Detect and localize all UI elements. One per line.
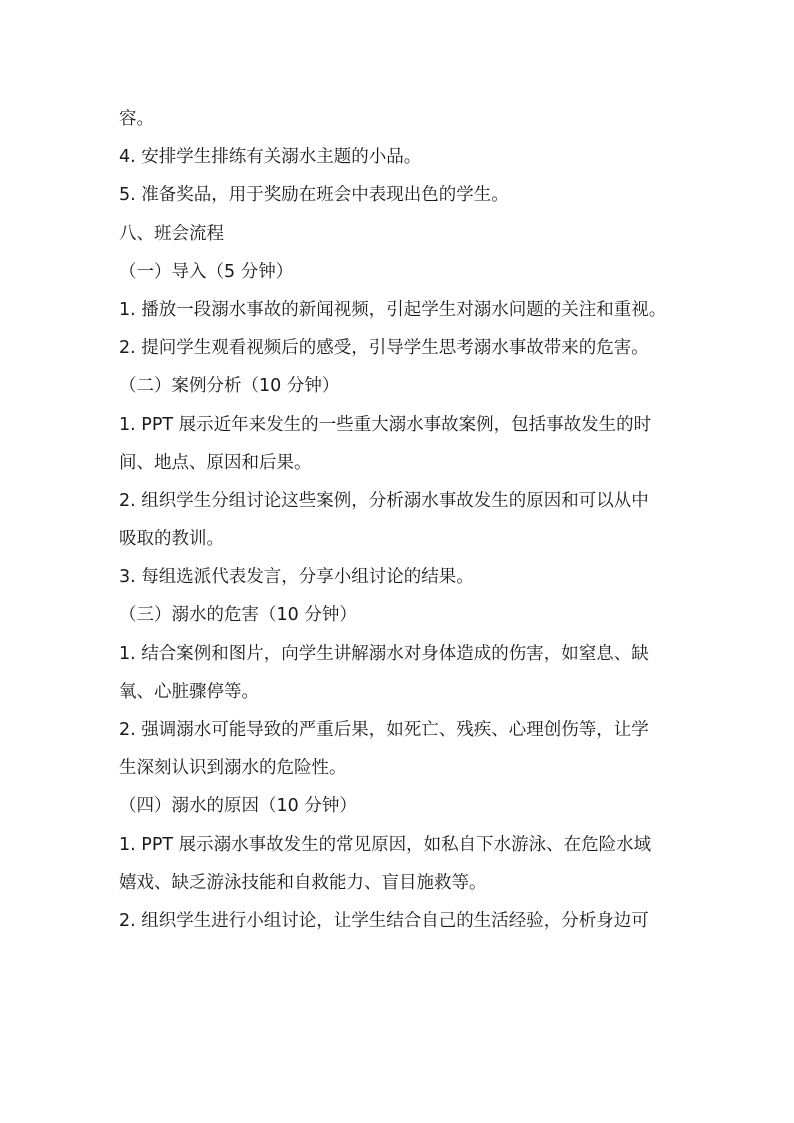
list-item: 2. 组织学生进行小组讨论，让学生结合自己的生活经验，分析身边可 (119, 910, 649, 931)
list-item: 3. 每组选派代表发言，分享小组讨论的结果。 (119, 567, 474, 588)
subsection-heading: （四）溺水的原因（10 分钟） (119, 796, 357, 817)
text-line: 嬉戏、缺乏游泳技能和自救能力、盲目施救等。 (119, 872, 487, 893)
text-line: 容。 (119, 109, 154, 129)
list-item: 1. 结合案例和图片，向学生讲解溺水对身体造成的伤害，如窒息、缺 (119, 643, 649, 664)
list-item: 5. 准备奖品，用于奖励在班会中表现出色的学生。 (119, 185, 509, 206)
subsection-heading: （一）导入（5 分钟） (119, 261, 294, 282)
list-item: 1. 播放一段溺水事故的新闻视频，引起学生对溺水问题的关注和重视。 (119, 299, 667, 320)
list-item: 1. PPT 展示溺水事故发生的常见原因，如私自下水游泳、在危险水域 (119, 834, 652, 855)
text-line: 生深刻认识到溺水的危险性。 (119, 758, 347, 779)
list-item: 4. 安排学生排练有关溺水主题的小品。 (119, 147, 422, 168)
text-line: 氧、心脏骤停等。 (119, 681, 259, 702)
list-item: 2. 组织学生分组讨论这些案例，分析溺水事故发生的原因和可以从中 (119, 490, 649, 511)
list-item: 1. PPT 展示近年来发生的一些重大溺水事故案例，包括事故发生的时 (119, 414, 652, 435)
subsection-heading: （二）案例分析（10 分钟） (119, 376, 340, 397)
text-line: 吸取的教训。 (119, 529, 224, 550)
document-body (119, 100, 679, 940)
section-heading: 八、班会流程 (119, 223, 224, 244)
subsection-heading: （三）溺水的危害（10 分钟） (119, 605, 357, 626)
list-item: 2. 提问学生观看视频后的感受，引导学生思考溺水事故带来的危害。 (119, 338, 649, 359)
list-item: 2. 强调溺水可能导致的严重后果，如死亡、残疾、心理创伤等，让学 (119, 720, 649, 740)
text-line: 间、地点、原因和后果。 (119, 452, 312, 473)
